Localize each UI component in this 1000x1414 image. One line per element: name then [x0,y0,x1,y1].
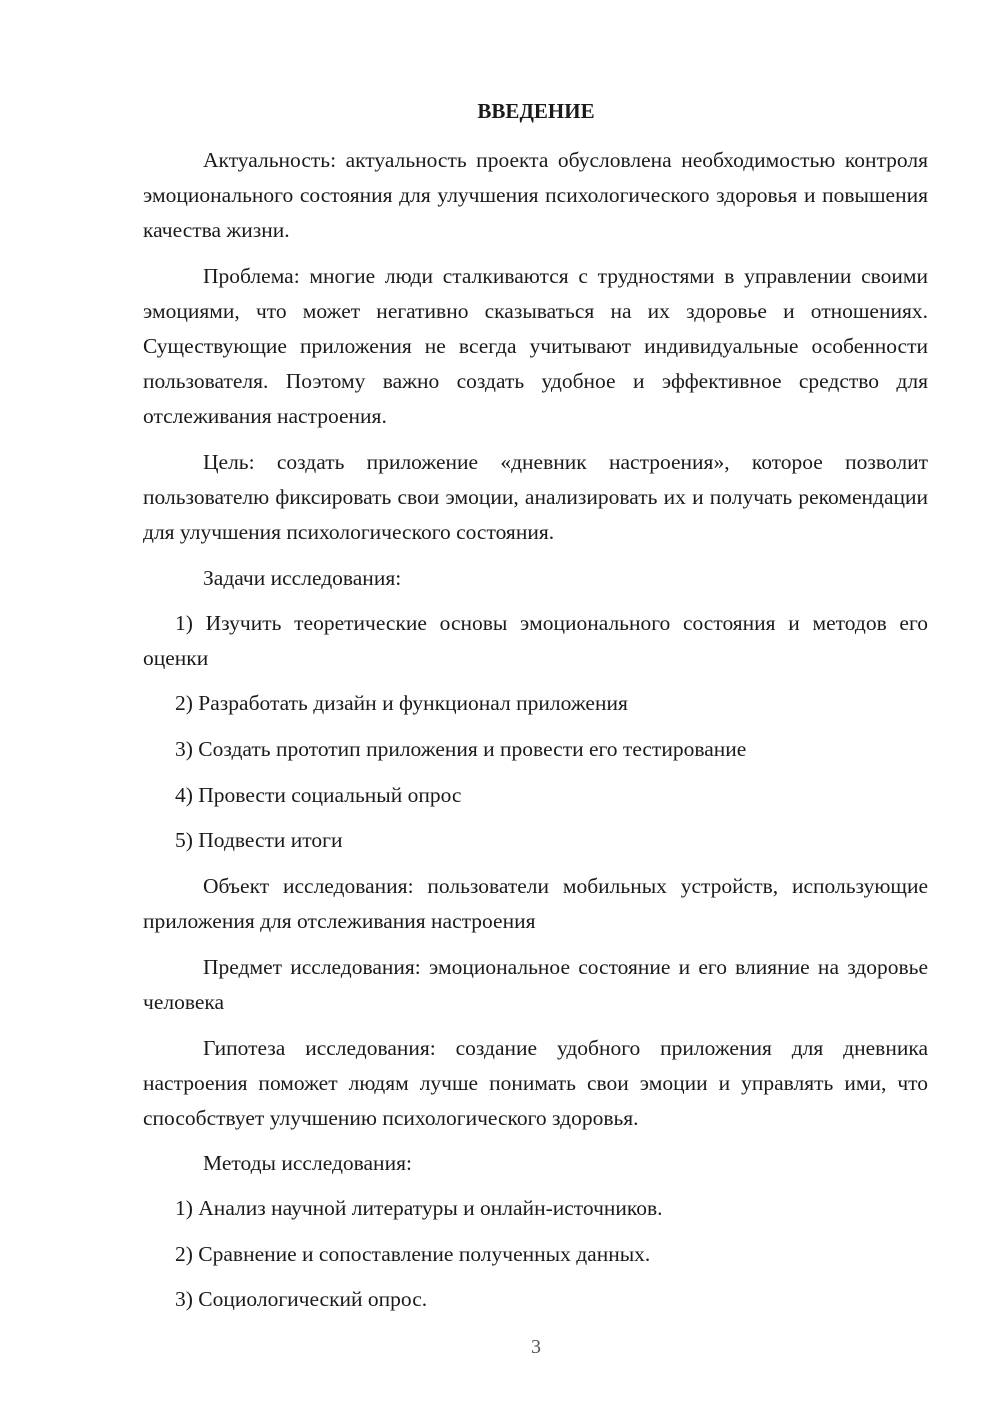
method-item-1: 1) Анализ научной литературы и онлайн-источников. [175,1196,663,1220]
subject-paragraph: Предмет исследования: эмоциональное состояние и его влияние на здоровье человека [143,955,928,1014]
task-item-3: 3) Создать прототип приложения и провести его тестирование [175,737,747,761]
method-item-2: 2) Сравнение и сопоставление полученных данных. [175,1242,651,1266]
relevance-paragraph: Актуальность: актуальность проекта обусловлена необходимостью контроля эмоционального состояния для улучшения психологического здоровья и повышения качества жизни. [143,148,928,242]
methods-heading: Методы исследования: [203,1151,412,1175]
task-item-4: 4) Провести социальный опрос [175,783,462,807]
tasks-heading: Задачи исследования: [203,566,402,590]
page-title: ВВЕДЕНИЕ [477,99,595,123]
page-number: 3 [531,1336,541,1358]
method-item-3: 3) Социологический опрос. [175,1287,428,1311]
goal-paragraph: Цель: создать приложение «дневник настроения», которое позволит пользователю фиксировать свои эмоции, анализировать их и получать рекомендации для улучшения психологического состояния. [143,450,928,544]
task-item-5: 5) Подвести итоги [175,828,343,852]
task-item-1: 1) Изучить теоретические основы эмоционального состояния и методов его оценки [143,611,928,670]
hypothesis-paragraph: Гипотеза исследования: создание удобного приложения для дневника настроения поможет людям лучше понимать свои эмоции и управлять ими, что способствует улучшению психологического здоровья. [143,1036,928,1130]
task-item-2: 2) Разработать дизайн и функционал приложения [175,691,628,715]
object-paragraph: Объект исследования: пользователи мобильных устройств, использующие приложения для отслеживания настроения [143,874,928,933]
problem-paragraph: Проблема: многие люди сталкиваются с трудностями в управлении своими эмоциями, что может негативно сказываться на их здоровье и отношениях. Существующие приложения не всегда учитывают индивидуальные особенности пользователя. Поэтому важно создать удобное и эффективное средство для отслеживания настроения. [143,264,928,428]
